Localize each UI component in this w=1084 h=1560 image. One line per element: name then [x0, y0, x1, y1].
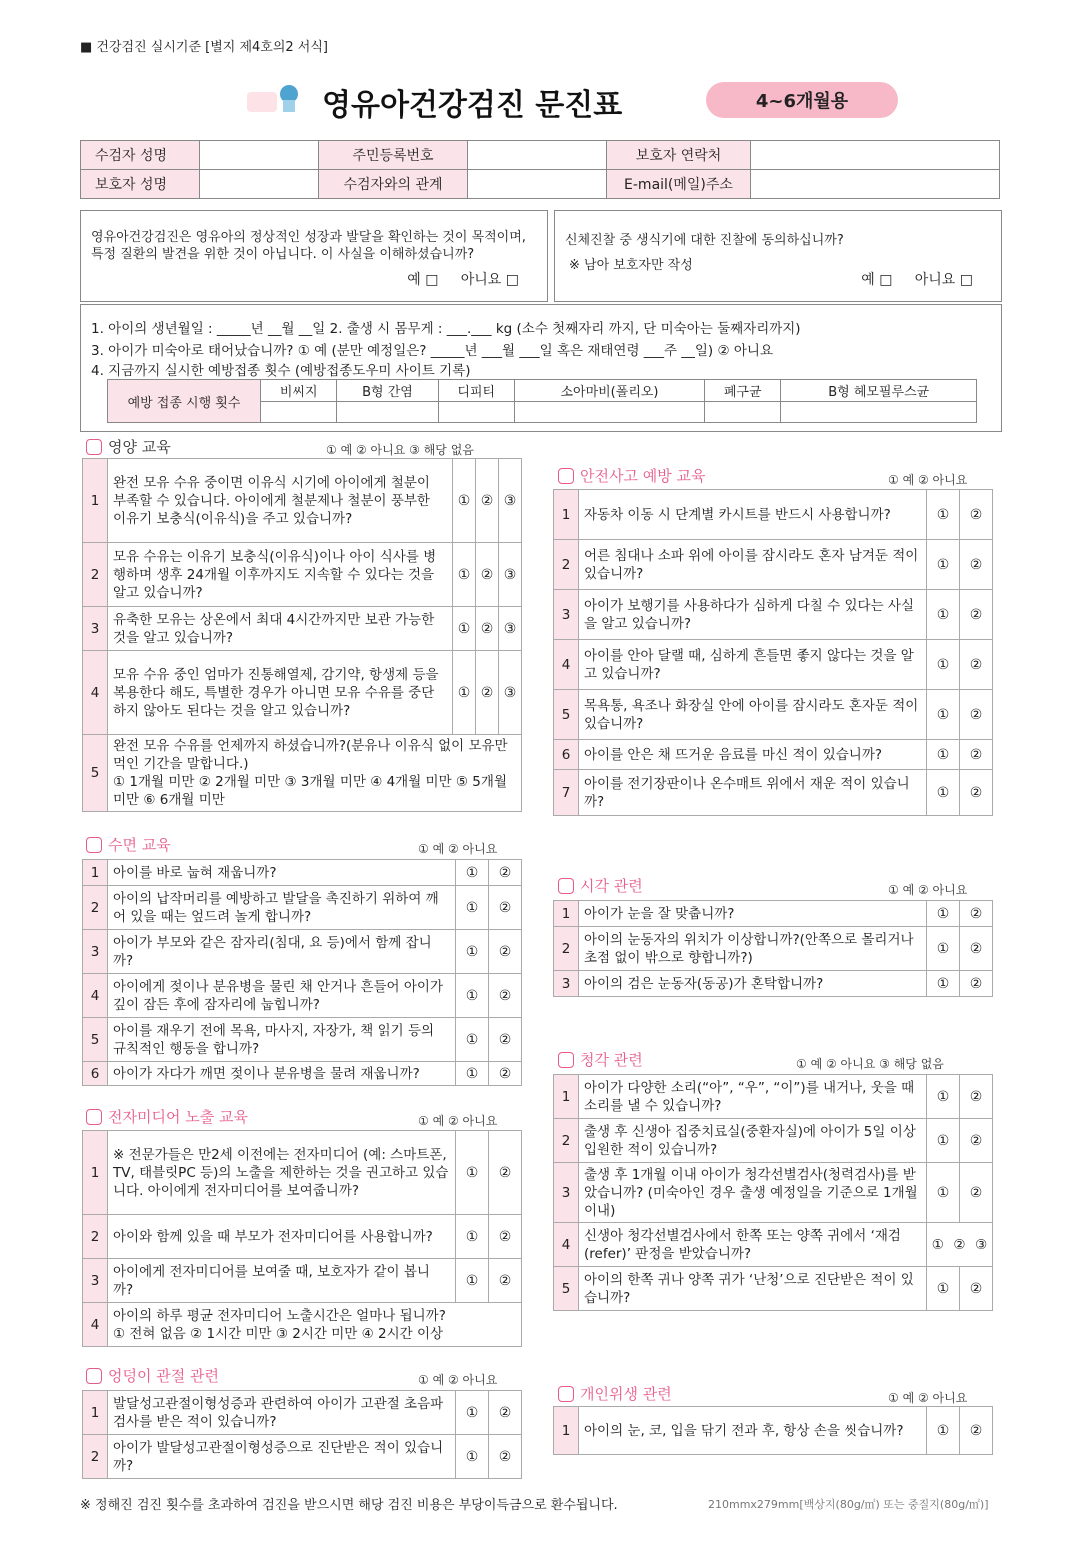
question-label: 유축한 모유는 상온에서 최대 4시간까지만 보관 가능한 것을 알고 있습니까?	[113, 611, 435, 646]
hearing-section-title: 청각 관련	[558, 1049, 643, 1070]
question-text	[579, 1223, 927, 1267]
nutrition-section-title: 영양 교육	[86, 436, 171, 457]
answer-option-2[interactable]: ②	[476, 543, 499, 607]
question-number: 3	[83, 930, 108, 974]
vaccine-count-hepb[interactable]	[337, 402, 438, 423]
question-label: 아이가 눈을 잘 맞춥니까?	[584, 905, 735, 922]
question-number: 3	[554, 971, 579, 997]
question-label: ※ 전문가들은 만2세 이전에는 전자미디어 (예: 스마트폰, TV, 태블릿PC 등)의 노출을 제한하는 것을 권고하고 있습니다. 아이에게 전자미디어를 보여줍니까?	[113, 1146, 449, 1199]
question-label: 아이를 재우기 전에 목욕, 마사지, 자장가, 책 읽기 등의 규칙적인 행동을 합니까?	[113, 1022, 435, 1057]
hearing-question-row	[554, 1075, 993, 1119]
answer-option-2[interactable]: ②	[960, 590, 993, 640]
page-title: 영유아건강검진 문진표	[322, 88, 623, 123]
question-label: 출생 후 신생아 집중치료실(중환자실)에 아이가 5일 이상 입원한 적이 있습니까?	[584, 1123, 916, 1158]
question-text	[108, 1303, 522, 1347]
answer-option-2[interactable]: ②	[489, 860, 522, 886]
answer-option-2[interactable]: ②	[960, 1163, 993, 1223]
question-label: 아이의 눈, 코, 입을 닦기 전과 후, 항상 손을 씻습니까?	[584, 1422, 904, 1439]
media-table	[82, 1130, 522, 1347]
input-email[interactable]	[751, 170, 1000, 199]
eye-icon	[558, 878, 574, 894]
question-text	[108, 459, 453, 543]
hearing-legend: ① 예 ② 아니요 ③ 해당 없음	[796, 1057, 944, 1071]
question-text	[579, 740, 927, 770]
vision-question-row	[554, 901, 993, 927]
question-text	[108, 1062, 456, 1086]
consent1-yes[interactable]: 예 □	[407, 272, 439, 288]
question-number: 7	[554, 770, 579, 816]
hip-table	[82, 1390, 522, 1479]
vaccine-table	[107, 379, 977, 423]
question-number: 2	[83, 1435, 108, 1479]
answer-option-3[interactable]: ③	[499, 651, 522, 735]
media-question-row	[83, 1215, 522, 1259]
answer-option-2[interactable]: ②	[960, 927, 993, 971]
question-label: 아이를 전기장판이나 온수매트 위에서 재운 적이 있습니까?	[584, 775, 910, 810]
safety-question-row	[554, 640, 993, 690]
label-relation: 수검자와의 관계	[319, 170, 468, 199]
age-badge: 4~6개월용	[706, 82, 898, 118]
nutrition-question-row	[83, 735, 522, 812]
question-number: 4	[83, 651, 108, 735]
question-label: 아이가 부모와 같은 잠자리(침대, 요 등)에서 함께 잡니까?	[113, 934, 432, 969]
answer-option-2[interactable]: ②	[489, 1062, 522, 1086]
question-number: 5	[83, 1018, 108, 1062]
answer-option-2[interactable]: ②	[476, 607, 499, 651]
answer-option-2[interactable]: ②	[960, 901, 993, 927]
question-text	[579, 1163, 927, 1223]
question-label: 목욕통, 욕조나 화장실 안에 아이를 잠시라도 혼자둔 적이 있습니까?	[584, 697, 919, 732]
question-label: 완전 모유 수유를 언제까지 하셨습니까?(분유나 이유식 없이 모유만 먹인 기간을 말합니다.)	[113, 738, 508, 772]
label-rrn: 주민등록번호	[319, 141, 468, 170]
question-label: 아이가 보행기를 사용하다가 심하게 다칠 수 있다는 사실을 알고 있습니까?	[584, 597, 914, 632]
answer-option-1[interactable]: ①	[456, 974, 489, 1018]
hip-question-row	[83, 1391, 522, 1435]
input-relation[interactable]	[468, 170, 607, 199]
question-text	[108, 1215, 456, 1259]
consent1-no[interactable]: 아니요 □	[460, 272, 519, 288]
nutrition-question-row	[83, 459, 522, 543]
question-number: 4	[554, 640, 579, 690]
answer-option-1[interactable]: ①	[927, 901, 960, 927]
question-label: 아이의 눈동자의 위치가 이상합니까?(안쪽으로 몰리거나 초점 없이 밖으로 향합니까?)	[584, 931, 914, 966]
consent-box-1	[80, 210, 548, 302]
question-text	[108, 735, 522, 812]
question-number: 2	[83, 1215, 108, 1259]
input-name[interactable]	[200, 141, 319, 170]
hearing-question-row	[554, 1267, 993, 1311]
vaccine-hepb: B형 간염	[337, 380, 438, 402]
answer-option-1[interactable]: ①	[453, 459, 476, 543]
hygiene-table	[553, 1406, 993, 1455]
question-text	[108, 1391, 456, 1435]
safety-icon	[558, 468, 574, 484]
answer-option-2[interactable]: ②	[489, 1215, 522, 1259]
sleep-question-row	[83, 930, 522, 974]
media-section-title: 전자미디어 노출 교육	[86, 1106, 248, 1127]
sleep-table	[82, 859, 522, 1086]
answer-option-1[interactable]: ①	[456, 930, 489, 974]
basic-line-1: 1. 아이의 생년월일 : _____년 __월 __일 2. 출생 시 몸무게 : ___.___ kg (소수 첫째자리 까지, 단 미숙아는 둘째자리까지)	[91, 321, 801, 337]
question-text	[579, 770, 927, 816]
question-text	[108, 930, 456, 974]
question-text	[108, 974, 456, 1018]
nutrition-question-row	[83, 543, 522, 607]
question-label: 아이의 검은 눈동자(동공)가 혼탁합니까?	[584, 975, 824, 992]
answer-option-1[interactable]: ①	[456, 1062, 489, 1086]
vision-table	[553, 900, 993, 997]
safety-question-row	[554, 590, 993, 640]
basic-info-box	[80, 304, 1002, 432]
answer-option-2[interactable]: ②	[489, 930, 522, 974]
answer-option-2[interactable]: ②	[960, 490, 993, 540]
safety-question-row	[554, 690, 993, 740]
answer-option-1[interactable]: ①	[453, 543, 476, 607]
sleep-question-row	[83, 860, 522, 886]
answer-option-1[interactable]: ①	[927, 1267, 960, 1311]
question-text	[579, 1075, 927, 1119]
question-number: 3	[83, 1259, 108, 1303]
sleep-legend: ① 예 ② 아니요	[418, 842, 498, 856]
question-number: 2	[554, 927, 579, 971]
question-text	[108, 607, 453, 651]
question-label: 아이를 안아 달랠 때, 심하게 흔들면 좋지 않다는 것을 알고 있습니까?	[584, 647, 914, 682]
answer-option-1[interactable]: ①	[927, 1407, 960, 1455]
answer-option-2[interactable]: ②	[489, 886, 522, 930]
answer-option-1[interactable]: ①	[927, 740, 960, 770]
tv-icon	[86, 1109, 102, 1125]
hygiene-legend: ① 예 ② 아니요	[888, 1391, 968, 1405]
question-text	[579, 540, 927, 590]
question-label: 아이의 하루 평균 전자미디어 노출시간은 얼마나 됩니까?	[113, 1307, 446, 1324]
label-guardian-phone: 보호자 연락처	[607, 141, 751, 170]
vaccine-count-bcg[interactable]	[261, 402, 337, 423]
baby-illustration	[245, 80, 305, 116]
question-label: 자동차 이동 시 단계별 카시트를 반드시 사용합니까?	[584, 506, 891, 523]
question-number: 2	[554, 540, 579, 590]
question-number: 1	[83, 860, 108, 886]
question-label: 모유 수유는 이유기 보충식(이유식)이나 아이 식사를 병행하며 생후 24개월 이후까지도 지속할 수 있다는 것을 알고 있습니까?	[113, 548, 437, 601]
answer-option-1[interactable]: ①	[927, 770, 960, 816]
hearing-table	[553, 1074, 993, 1311]
safety-question-row	[554, 540, 993, 590]
input-guardian-name[interactable]	[200, 170, 319, 199]
input-guardian-phone[interactable]	[751, 141, 1000, 170]
answer-option-2[interactable]: ②	[960, 770, 993, 816]
answer-option-1[interactable]: ①	[456, 1435, 489, 1479]
mother-baby-icon	[86, 439, 102, 455]
hip-question-row	[83, 1435, 522, 1479]
question-text	[579, 690, 927, 740]
question-number: 1	[554, 490, 579, 540]
question-number: 6	[83, 1062, 108, 1086]
hearing-question-row	[554, 1119, 993, 1163]
consent-note-2: ※ 남아 보호자만 작성	[569, 258, 693, 273]
ear-icon	[558, 1052, 574, 1068]
sleep-question-row	[83, 974, 522, 1018]
answer-option-1[interactable]: ①	[927, 971, 960, 997]
sleep-section-title: 수면 교육	[86, 834, 171, 855]
answer-option-1[interactable]: ①	[456, 886, 489, 930]
consent-box-2	[554, 210, 1002, 302]
label-email: E-mail(메일)주소	[607, 170, 751, 199]
info-table	[80, 140, 1000, 199]
vision-question-row	[554, 927, 993, 971]
input-rrn[interactable]	[468, 141, 607, 170]
question-number: 3	[554, 590, 579, 640]
answer-option-2[interactable]: ②	[489, 1391, 522, 1435]
hearing-question-row	[554, 1223, 993, 1267]
footer-paper: 210mmx279mm[백상지(80g/㎡) 또는 중질지(80g/㎡)]	[708, 1498, 989, 1511]
answer-option-2[interactable]: ②	[489, 1259, 522, 1303]
answer-option-2[interactable]: ②	[960, 971, 993, 997]
question-label: 모유 수유 중인 엄마가 진통해열제, 감기약, 항생제 등을 복용한다 해도, 특별한 경우가 아니면 모유 수유를 중단하지 않아도 된다는 것을 알고 있습니까?	[113, 666, 439, 719]
question-text	[579, 640, 927, 690]
question-text	[108, 1259, 456, 1303]
safety-legend: ① 예 ② 아니요	[888, 473, 968, 487]
question-text	[579, 927, 927, 971]
form-reference: ■ 건강검진 실시기준 [별지 제4호의2 서식]	[80, 40, 329, 55]
question-text	[108, 1018, 456, 1062]
answer-option-2[interactable]: ②	[960, 1075, 993, 1119]
answer-option-1[interactable]: ①	[456, 860, 489, 886]
answer-option-2[interactable]: ②	[960, 1407, 993, 1455]
sleep-question-row	[83, 1062, 522, 1086]
hand-wash-icon	[558, 1386, 574, 1402]
consent-text-1: 영유아건강검진은 영유아의 정상적인 성장과 발달을 확인하는 것이 목적이며, 특정 질환의 발견을 위한 것이 아닙니다. 이 사실을 이해하셨습니까?	[91, 230, 526, 262]
answer-option-1[interactable]: ①	[456, 1131, 489, 1215]
vaccine-pcv: 폐구균	[704, 380, 780, 402]
answer-option-1[interactable]: ①	[927, 1075, 960, 1119]
answer-option-1[interactable]: ①	[453, 651, 476, 735]
question-number: 5	[83, 735, 108, 812]
media-question-row	[83, 1131, 522, 1215]
hip-joint-icon	[86, 1368, 102, 1384]
media-question-row	[83, 1259, 522, 1303]
answer-option-2[interactable]: ②	[489, 1018, 522, 1062]
basic-line-2: 3. 아이가 미숙아로 태어났습니까? ① 예 (분만 예정일은? _____년 ___월 ___일 혹은 재태연령 ___주 __일) ② 아니요	[91, 343, 774, 359]
safety-question-row	[554, 740, 993, 770]
basic-line-3: 4. 지금까지 실시한 예방접종 횟수 (예방접종도우미 사이트 기록)	[91, 363, 471, 379]
safety-question-row	[554, 770, 993, 816]
question-label: 출생 후 1개월 이내 아이가 청각선별검사(청력검사)를 받았습니까? (미숙아인 경우 출생 예정일을 기준으로 1개월 이내)	[584, 1166, 918, 1219]
vaccine-hib: B형 헤모필루스균	[781, 380, 977, 402]
question-label: 아이가 다양한 소리(“아”, “우”, “이”)를 내거나, 웃을 때 소리를 낼 수 있습니까?	[584, 1079, 915, 1114]
answer-option-1[interactable]: ①	[927, 590, 960, 640]
vision-question-row	[554, 971, 993, 997]
question-text	[579, 1267, 927, 1311]
answer-option-2[interactable]: ②	[953, 1236, 966, 1253]
question-number: 1	[554, 1075, 579, 1119]
question-label: 어른 침대나 소파 위에 아이를 잠시라도 혼자 남겨둔 적이 있습니까?	[584, 547, 919, 582]
question-text	[579, 901, 927, 927]
question-number: 1	[554, 901, 579, 927]
question-text	[108, 886, 456, 930]
answer-option-1[interactable]: ①	[927, 640, 960, 690]
answer-option-1[interactable]: ①	[931, 1236, 944, 1253]
answer-option-1[interactable]: ①	[456, 1018, 489, 1062]
question-text	[579, 1407, 927, 1455]
answer-option-1[interactable]: ①	[927, 690, 960, 740]
question-label: 신생아 청각선별검사에서 한쪽 또는 양쪽 귀에서 ‘재검(refer)’ 판정을 받았습니까?	[584, 1227, 901, 1262]
vaccine-count-dtp[interactable]	[438, 402, 514, 423]
hygiene-question-row	[554, 1407, 993, 1455]
answer-option-2[interactable]: ②	[476, 651, 499, 735]
safety-table	[553, 489, 993, 816]
hearing-question-row	[554, 1163, 993, 1223]
question-text	[579, 490, 927, 540]
question-number: 6	[554, 740, 579, 770]
answer-option-2[interactable]: ②	[489, 974, 522, 1018]
question-label: 아이를 안은 채 뜨거운 음료를 마신 적이 있습니까?	[584, 746, 883, 763]
question-number: 2	[554, 1119, 579, 1163]
answer-option-2[interactable]: ②	[960, 690, 993, 740]
question-label: 아이에게 젖이나 분유병을 물린 채 안거나 흔들어 아이가 깊이 잠든 후에 잠자리에 눕힙니까?	[113, 978, 443, 1013]
media-question-row	[83, 1303, 522, 1347]
answer-options[interactable]: ① 1개월 미만 ② 2개월 미만 ③ 3개월 미만 ④ 4개월 미만 ⑤ 5개월 미만 ⑥ 6개월 미만	[113, 774, 507, 808]
vision-section-title: 시각 관련	[558, 875, 643, 896]
question-label: 완전 모유 수유 중이면 이유식 시기에 아이에게 철분이 부족할 수 있습니다. 아이에게 철분제나 철분이 풍부한 이유기 보충식(이유식)을 주고 있습니까?	[113, 474, 430, 527]
question-number: 3	[83, 607, 108, 651]
safety-question-row	[554, 490, 993, 540]
question-label: 아이와 함께 있을 때 부모가 전자미디어를 사용합니까?	[113, 1228, 433, 1245]
safety-section-title: 안전사고 예방 교육	[558, 465, 705, 486]
sleep-question-row	[83, 886, 522, 930]
answer-option-3[interactable]: ③	[499, 459, 522, 543]
answer-options[interactable]: ① 전혀 없음 ② 1시간 미만 ③ 2시간 미만 ④ 2시간 이상	[113, 1325, 444, 1342]
answer-option-3[interactable]: ③	[975, 1236, 988, 1253]
question-text	[108, 543, 453, 607]
nutrition-legend: ① 예 ② 아니요 ③ 해당 없음	[326, 443, 474, 457]
question-label: 아이가 자다가 깨면 젖이나 분유병을 물려 재웁니까?	[113, 1065, 420, 1082]
vaccine-polio: 소아마비(폴리오)	[514, 380, 704, 402]
consent-text-2: 신체진찰 중 생식기에 대한 진찰에 동의하십니까?	[565, 233, 844, 248]
answer-option-2[interactable]: ②	[476, 459, 499, 543]
question-text	[108, 860, 456, 886]
nutrition-table	[82, 458, 522, 812]
question-number: 3	[554, 1163, 579, 1223]
consent2-no[interactable]: 아니요 □	[914, 272, 973, 288]
consent2-yes[interactable]: 예 □	[861, 272, 893, 288]
nutrition-question-row	[83, 607, 522, 651]
media-legend: ① 예 ② 아니요	[418, 1114, 498, 1128]
question-label: 아이가 발달성고관절이형성증으로 진단받은 적이 있습니까?	[113, 1439, 444, 1474]
answer-option-2[interactable]: ②	[489, 1131, 522, 1215]
answer-option-1[interactable]: ①	[927, 490, 960, 540]
hygiene-section-title: 개인위생 관련	[558, 1383, 672, 1404]
vaccine-label: 예방 접종 시행 횟수	[108, 380, 261, 423]
answer-option-2[interactable]: ②	[960, 1119, 993, 1163]
vaccine-count-pcv[interactable]	[704, 402, 780, 423]
nutrition-question-row	[83, 651, 522, 735]
answer-option-1[interactable]: ①	[927, 927, 960, 971]
question-number: 4	[83, 974, 108, 1018]
answer-option-1[interactable]: ①	[927, 1163, 960, 1223]
answer-option-3[interactable]: ③	[499, 543, 522, 607]
question-number: 1	[83, 1391, 108, 1435]
answer-option-2[interactable]: ②	[960, 1267, 993, 1311]
answer-option-2[interactable]: ②	[960, 740, 993, 770]
answer-option-3[interactable]: ③	[499, 607, 522, 651]
answer-option-1[interactable]: ①	[456, 1215, 489, 1259]
hip-legend: ① 예 ② 아니요	[418, 1373, 498, 1387]
question-number: 1	[554, 1407, 579, 1455]
label-guardian-name: 보호자 성명	[81, 170, 200, 199]
question-number: 2	[83, 886, 108, 930]
answer-option-1[interactable]: ①	[927, 540, 960, 590]
sleep-question-row	[83, 1018, 522, 1062]
question-number: 5	[554, 1267, 579, 1311]
answer-option-2[interactable]: ②	[960, 640, 993, 690]
question-text	[108, 651, 453, 735]
vaccine-count-hib[interactable]	[781, 402, 977, 423]
vaccine-dtp: 디피티	[438, 380, 514, 402]
label-name: 수검자 성명	[81, 141, 200, 170]
question-label: 발달성고관절이형성증과 관련하여 아이가 고관절 초음파 검사를 받은 적이 있습니까?	[113, 1395, 444, 1430]
question-label: 아이의 한쪽 귀나 양쪽 귀가 ‘난청’으로 진단받은 적이 있습니까?	[584, 1271, 914, 1306]
question-number: 5	[554, 690, 579, 740]
answer-option-1[interactable]: ①	[927, 1119, 960, 1163]
question-number: 1	[83, 1131, 108, 1215]
question-text	[579, 590, 927, 640]
vision-legend: ① 예 ② 아니요	[888, 883, 968, 897]
question-text	[579, 1119, 927, 1163]
answer-option-1[interactable]: ①	[456, 1259, 489, 1303]
question-text	[108, 1131, 456, 1215]
answer-option-1[interactable]: ①	[453, 607, 476, 651]
question-text	[579, 971, 927, 997]
question-number: 4	[83, 1303, 108, 1347]
answer-option-2[interactable]: ②	[489, 1435, 522, 1479]
question-number: 2	[83, 543, 108, 607]
question-label: 아이의 납작머리를 예방하고 발달을 촉진하기 위하여 깨어 있을 때는 엎드려 놀게 합니까?	[113, 890, 439, 925]
footer-note: ※ 정해진 검진 횟수를 초과하여 검진을 받으시면 해당 검진 비용은 부당이득금으로 환수됩니다.	[80, 1498, 618, 1513]
question-number: 4	[554, 1223, 579, 1267]
answer-option-1[interactable]: ①	[456, 1391, 489, 1435]
moon-icon	[86, 837, 102, 853]
vaccine-bcg: 비씨지	[261, 380, 337, 402]
question-text	[108, 1435, 456, 1479]
answer-option-2[interactable]: ②	[960, 540, 993, 590]
vaccine-count-polio[interactable]	[514, 402, 704, 423]
question-number: 1	[83, 459, 108, 543]
question-label: 아이를 바로 눕혀 재웁니까?	[113, 864, 277, 881]
hip-section-title: 엉덩이 관절 관련	[86, 1365, 219, 1386]
answer-options-three	[927, 1223, 993, 1267]
question-label: 아이에게 전자미디어를 보여줄 때, 보호자가 같이 봅니까?	[113, 1263, 430, 1298]
